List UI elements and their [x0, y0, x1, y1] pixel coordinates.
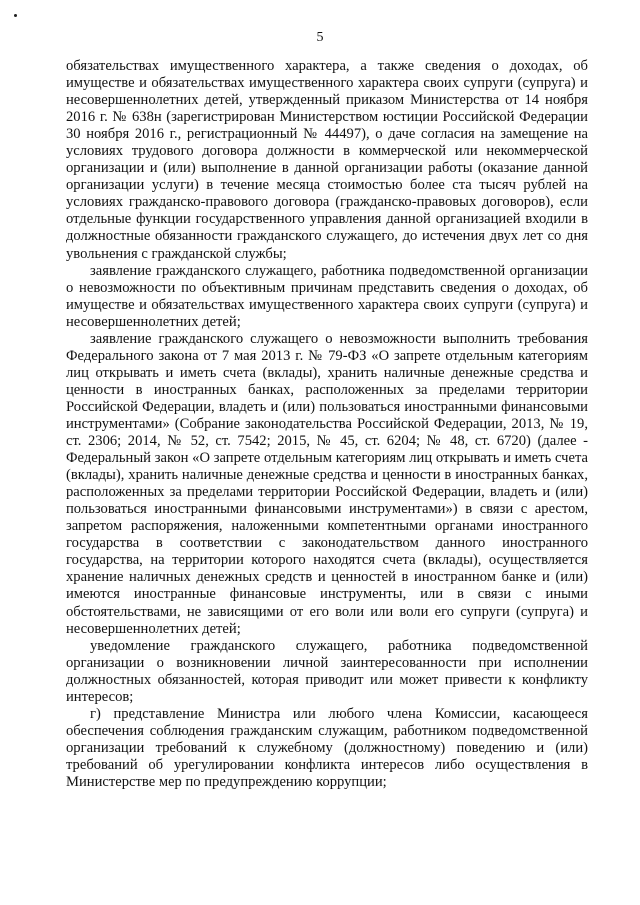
paragraph-statement-foreign-accounts: заявление гражданского служащего о невозможности выполнить требования Федерального закона от 7 мая 2013 г. № 79-ФЗ «О запрете отдельным категориям лиц открывать и иметь счета (вклады), хранить наличные денежные средства и ценности в иностранных банках, расположенных за пределами территории Российской Федерации, владеть и (или) пользоваться иностранными финансовыми инструментами» (Собрание законодательства Российской Федерации, 2013, № 19, ст. 2306; 2014, № 52, ст. 7542; 2015, № 45, ст. 6204; № 48, ст. 6720) (далее - Федеральный закон «О запрете отдельным категориям лиц открывать и иметь счета (вклады), хранить наличные денежные средства и ценности в иностранных банках, расположенных за пределами территории Российской Федерации, владеть и (или) пользоваться иностранными финансовыми инструментами») в связи с арестом, запретом распоряжения, наложенными компетентными органами иностранного государства в соответствии с законодательством данного иностранного государства, на территории которого находятся счета (вклады), осуществляется хранение наличных денежных средств и ценностей в иностранном банке и (или) имеются иностранные финансовые инструменты, или в связи с иными обстоятельствами, не зависящими от его воли или воли его супруги (супруга) и несовершеннолетних детей;	[66, 330, 588, 637]
paragraph-notification-conflict: уведомление гражданского служащего, работника подведомственной организации о возникновении личной заинтересованности при исполнении должностных обязанностей, которая приводит или может привести к конфликту интересов;	[66, 637, 588, 705]
scan-speck	[14, 14, 17, 17]
paragraph-item-g: г) представление Министра или любого члена Комиссии, касающееся обеспечения соблюдения гражданским служащим, работником подведомственной организации требований к служебному (должностному) поведению и (или) требований об урегулировании конфликта интересов либо осуществления в Министерстве мер по предупреждению коррупции;	[66, 705, 588, 790]
paragraph-continuation: обязательствах имущественного характера, а также сведения о доходах, об имуществе и обязательствах имущественного характера своих супруги (супруга) и несовершеннолетних детей, утвержденный приказом Министерства от 14 ноября 2016 г. № 638н (зарегистрирован Министерством юстиции Российской Федерации 30 ноября 2016 г., регистрационный № 44497), о даче согласия на замещение на условиях трудового договора должности в коммерческой или некоммерческой организации и (или) выполнение в данной организации работы (оказание данной организации услуги) в течение месяца стоимостью более ста тысяч рублей на условиях гражданско-правового договора (гражданско-правовых договоров), если отдельные функции государственного управления данной организацией входили в должностные обязанности гражданского служащего, до истечения двух лет со дня увольнения с гражданской службы;	[66, 58, 588, 262]
document-body	[66, 58, 588, 791]
page-number: 5	[316, 30, 324, 45]
paragraph-statement-inability-report: заявление гражданского служащего, работника подведомственной организации о невозможности по объективным причинам представить сведения о доходах, об имуществе и обязательствах имущественного характера своих супруги (супруга) и несовершеннолетних детей;	[66, 262, 588, 330]
